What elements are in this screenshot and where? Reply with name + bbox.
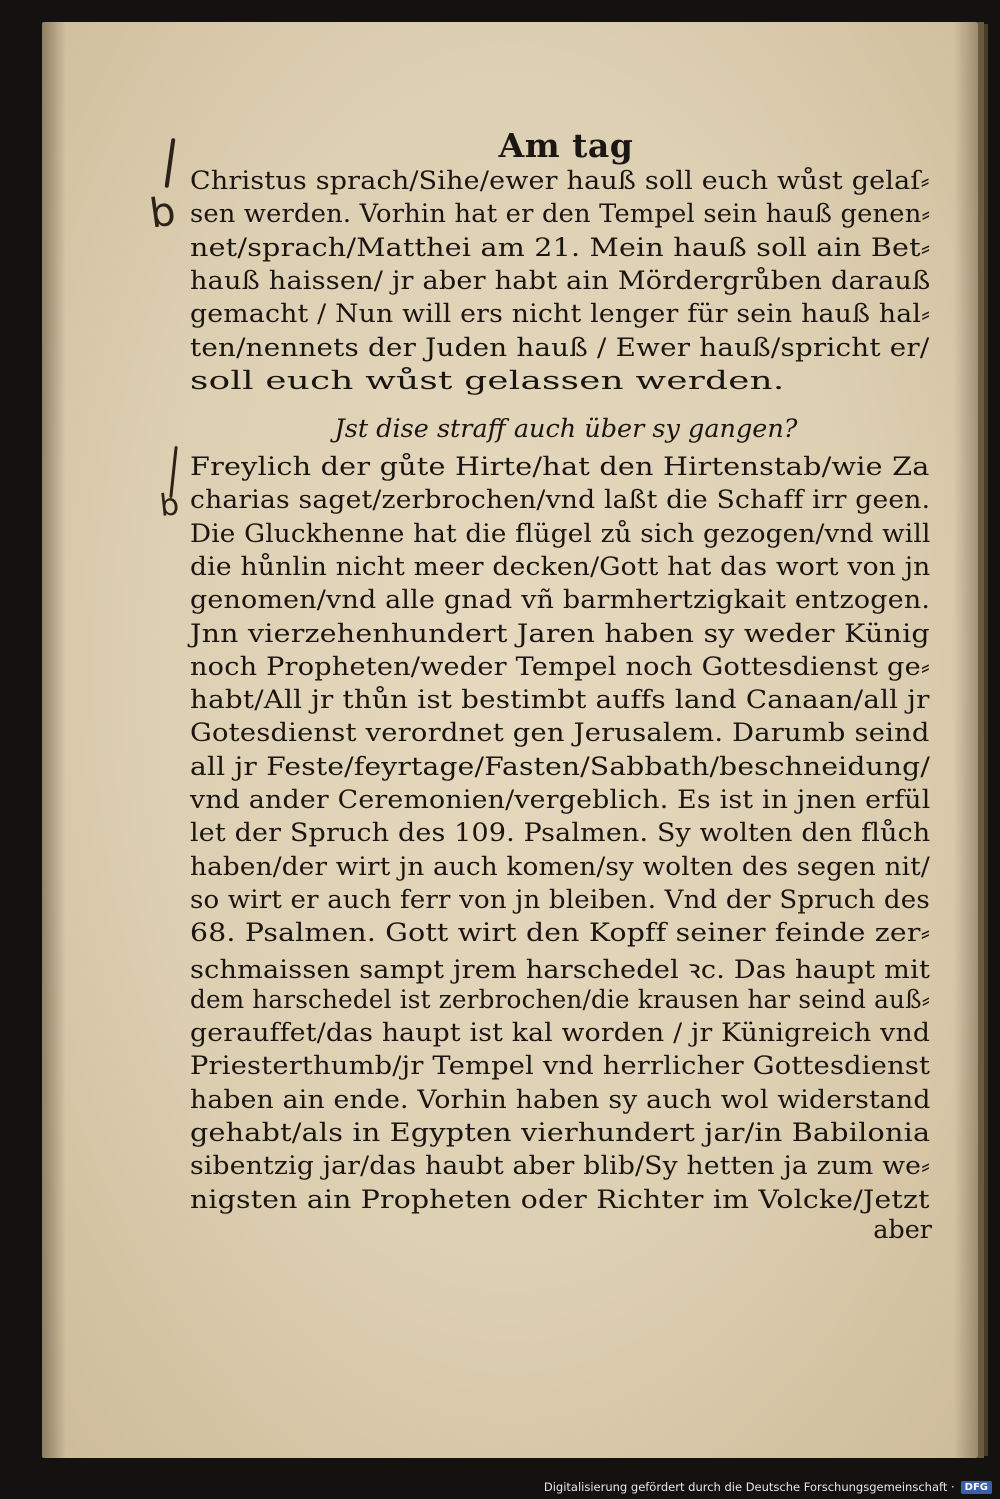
text-line: let der Spruch des 109. Psalmen. Sy wolten den flůch [190,818,931,849]
text-line: dem harschedel ist zerbrochen/die krausen har seind auß⸗ [190,984,931,1015]
text-line: Freylich der gůte Hirte/hat den Hirtenstab/wie Za [190,452,930,482]
gutter-shadow [42,22,66,1458]
text-line: all jr Feste/feyrtage/Fasten/Sabbath/beschneidung/ [190,751,931,782]
section-question: Jst dise straff auch über sy gangen? [334,414,798,444]
text-line: noch Propheten/weder Tempel noch Gottesdienst ge⸗ [190,651,931,682]
text-line: schmaissen sampt jrem harschedel ꝛc. Das haupt mit [190,954,931,985]
text-line: sen werden. Vorhin hat er den Tempel sein hauß genen⸗ [190,199,931,230]
margin-mark-1: b [146,188,179,238]
dfg-logo-icon: DFG [961,1481,992,1494]
text-line: gehabt/als in Egypten vierhundert jar/in Babilonia [190,1118,931,1148]
text-line: Gotesdienst verordnet gen Jerusalem. Darumb seind [190,718,930,749]
text-line: Die Gluckhenne hat die flügel zů sich gezogen/vnd will [190,518,931,549]
footer-text: Digitalisierung gefördert durch die Deutsche Forschungsgemeinschaft · [543,1480,955,1494]
text-line: nigsten ain Propheten oder Richter im Volcke/Jetzt [190,1184,930,1215]
text-line: vnd ander Ceremonien/vergeblich. Es ist in jnen erfül [190,785,931,815]
text-line: Jnn vierzehenhundert Jaren haben sy weder Künig [190,618,930,649]
catchword: aber [873,1215,932,1245]
text-line: so wirt er auch ferr von jn bleiben. Vnd der Spruch des [190,884,930,915]
text-line: Christus sprach/Sihe/ewer hauß soll euch wůst gelaſ⸗ [190,166,930,196]
footer-credit [544,1479,992,1495]
text-line: hauß haissen/ jr aber habt ain Mördergrůben darauß [190,265,931,296]
text-line: gemacht / Nun will ers nicht lenger für sein hauß hal⸗ [190,299,931,330]
text-line: die hůnlin nicht meer decken/Gott hat das wort von jn [190,551,931,582]
text-line: Priesterthumb/jr Tempel vnd herrlicher Gottesdienst [190,1051,931,1082]
margin-mark-2: b [158,487,181,524]
text-line: charias saget/zerbrochen/vnd laßt die Schaff irr geen. [190,485,931,516]
text-line: sibentzig jar/das haubt aber blib/Sy hetten ja zum we⸗ [190,1151,931,1182]
text-line: soll euch wůst gelassen werden. [190,365,785,396]
text-line: habt/All jr thůn ist bestimbt auffs land Canaan/all jr [190,685,930,716]
text-line: ten/nennets der Juden hauß / Ewer hauß/spricht er/ [190,332,930,363]
text-line: 68. Psalmen. Gott wirt den Kopff seiner feinde zer⸗ [190,918,931,949]
edge-shadow [954,22,978,1458]
text-line: haben/der wirt jn auch komen/sy wolten des segen nit/ [190,851,930,882]
text-line: gerauffet/das haupt ist kal worden / jr Künigreich vnd [190,1018,931,1049]
text-line: genomen/vnd alle gnad vñ barmhertzigkait entzogen. [190,585,931,616]
text-line: haben ain ende. Vorhin haben sy auch wol widerstand [190,1084,931,1115]
text-line: net/sprach/Matthei am 21. Mein hauß soll ain Bet⸗ [190,232,931,263]
running-head: Am tag [498,126,634,165]
